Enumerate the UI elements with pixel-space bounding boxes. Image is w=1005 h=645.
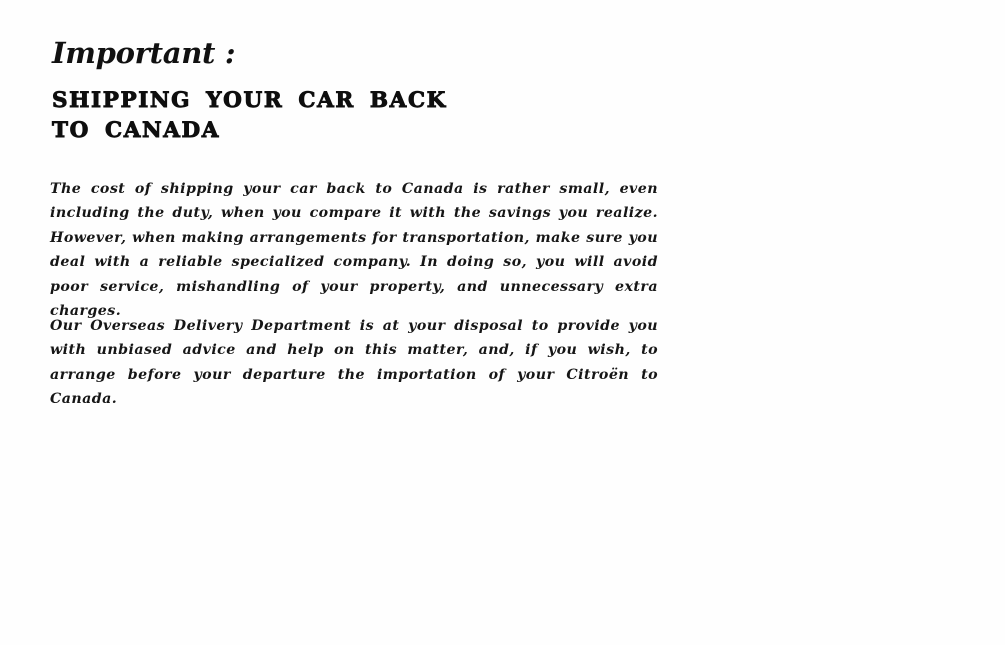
body-paragraph-shipping-cost: The cost of shipping your car back to Canada is rather small, even including the duty, when you compare it with the savings you realize. However, when making arrangements for transportation, make sure you deal with a reliable specialized company. In doing so, you will avoid poor service, mishandling of your property, and unnecessary extra charges. [50,181,658,320]
title-line-2: TO CANADA [52,118,221,143]
title-line-1: SHIPPING YOUR CAR BACK [52,88,447,113]
body-paragraph-overseas-delivery: Our Overseas Delivery Department is at your disposal to provide you with unbiased advice and help on this matter, and, if you wish, to arrange before your departure the importation of your Citroën to Canada. [50,318,658,408]
page-title [52,86,447,146]
kicker-heading: Important : [52,36,236,70]
